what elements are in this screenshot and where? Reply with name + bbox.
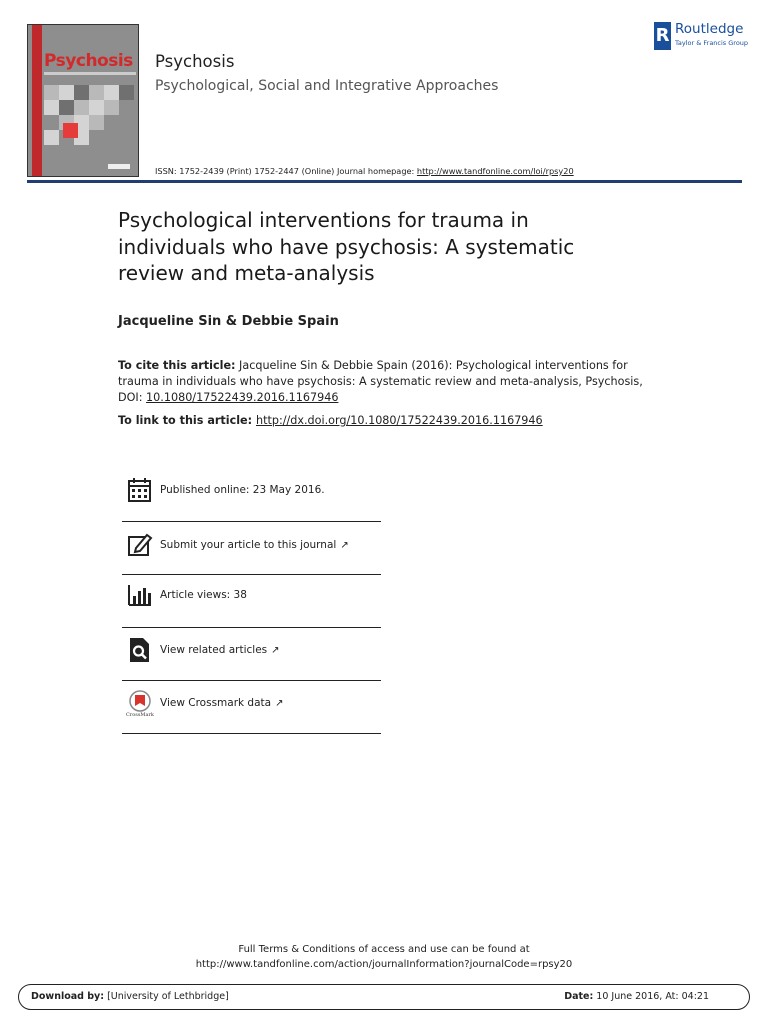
crossmark-label: View Crossmark data <box>160 697 272 709</box>
cover-square <box>74 100 89 115</box>
cover-square <box>89 115 104 130</box>
download-date-label: Date: <box>564 991 594 1002</box>
cover-square <box>59 100 74 115</box>
cover-square <box>74 85 89 100</box>
issn-text: ISSN: 1752-2439 (Print) 1752-2447 (Online) Journal homepage: <box>155 166 417 176</box>
cover-square-red <box>63 123 78 138</box>
document-search-icon <box>126 636 154 664</box>
crossmark-item[interactable] <box>122 677 381 729</box>
submit-article-link[interactable] <box>160 539 349 551</box>
related-articles-label: View related articles <box>160 644 268 656</box>
external-link-icon: ↗ <box>275 698 284 709</box>
cite-doi-link[interactable]: 10.1080/17522439.2016.1167946 <box>146 391 339 404</box>
external-link-icon: ↗ <box>340 540 349 551</box>
article-views-item <box>122 569 381 621</box>
download-by-label: Download by: <box>31 991 105 1002</box>
crossmark-icon <box>126 689 154 717</box>
cover-subtitle-bar <box>44 72 136 75</box>
article-views-text: Article views: 38 <box>160 589 247 601</box>
journal-homepage-link[interactable]: http://www.tandfonline.com/loi/rpsy20 <box>416 166 574 176</box>
cover-square <box>44 100 59 115</box>
cover-square <box>89 100 104 115</box>
cover-square <box>104 100 119 115</box>
cover-title: Psychosis <box>44 51 133 71</box>
article-link-line <box>118 414 543 427</box>
cover-strip <box>32 25 42 176</box>
header-divider <box>27 180 742 183</box>
related-articles-link[interactable] <box>160 644 280 656</box>
article-doi-link[interactable]: http://dx.doi.org/10.1080/17522439.2016.1167946 <box>256 414 543 427</box>
published-online-text: Published online: 23 May 2016. <box>160 484 325 496</box>
terms-block <box>0 942 768 972</box>
publisher-group: Taylor & Francis Group <box>675 39 749 47</box>
submit-article-label: Submit your article to this journal <box>160 539 337 551</box>
download-info-bar <box>18 984 750 1010</box>
terms-url[interactable]: http://www.tandfonline.com/action/journalInformation?journalCode=rpsy20 <box>195 959 573 970</box>
journal-name[interactable]: Psychosis <box>155 52 235 71</box>
citation-block <box>118 358 653 406</box>
cover-square <box>44 85 59 100</box>
download-date <box>564 991 709 1002</box>
download-by <box>31 991 229 1002</box>
cover-square <box>104 85 119 100</box>
link-label: To link to this article: <box>118 414 256 427</box>
terms-line: Full Terms & Conditions of access and use can be found at <box>238 944 530 955</box>
bar-chart-icon <box>126 581 154 609</box>
cover-publisher-logo <box>108 164 130 169</box>
submit-article-item[interactable] <box>122 519 381 571</box>
journal-cover-image <box>27 24 139 177</box>
article-authors[interactable]: Jacqueline Sin & Debbie Spain <box>118 314 339 329</box>
related-articles-item[interactable] <box>122 624 381 676</box>
cover-square <box>89 85 104 100</box>
routledge-logo-icon: R <box>654 22 671 50</box>
download-date-value: 10 June 2016, At: 04:21 <box>593 991 709 1002</box>
external-link-icon: ↗ <box>271 645 280 656</box>
crossmark-link[interactable] <box>160 697 283 709</box>
journal-subtitle: Psychological, Social and Integrative Approaches <box>155 78 499 94</box>
issn-line <box>155 166 574 176</box>
cite-text: Jacqueline Sin & Debbie Spain (2016): Psychological interventions for trauma in individuals who have psychosis: A systematic review and meta-analysis, Psychosis, DOI: <box>118 359 643 404</box>
cover-square <box>44 130 59 145</box>
publisher-name: Routledge <box>675 21 744 37</box>
calendar-icon <box>126 476 154 504</box>
download-by-value: [University of Lethbridge] <box>104 991 229 1002</box>
article-title: Psychological interventions for trauma in individuals who have psychosis: A systematic review and meta-analysis <box>118 208 575 285</box>
info-divider <box>122 733 381 734</box>
cover-square <box>59 85 74 100</box>
edit-icon <box>126 531 154 559</box>
crossmark-icon-label: CrossMark <box>126 712 154 717</box>
published-online-item <box>122 464 381 516</box>
publisher-logo[interactable] <box>654 22 754 52</box>
cite-label: To cite this article: <box>118 359 236 372</box>
cover-square <box>119 85 134 100</box>
